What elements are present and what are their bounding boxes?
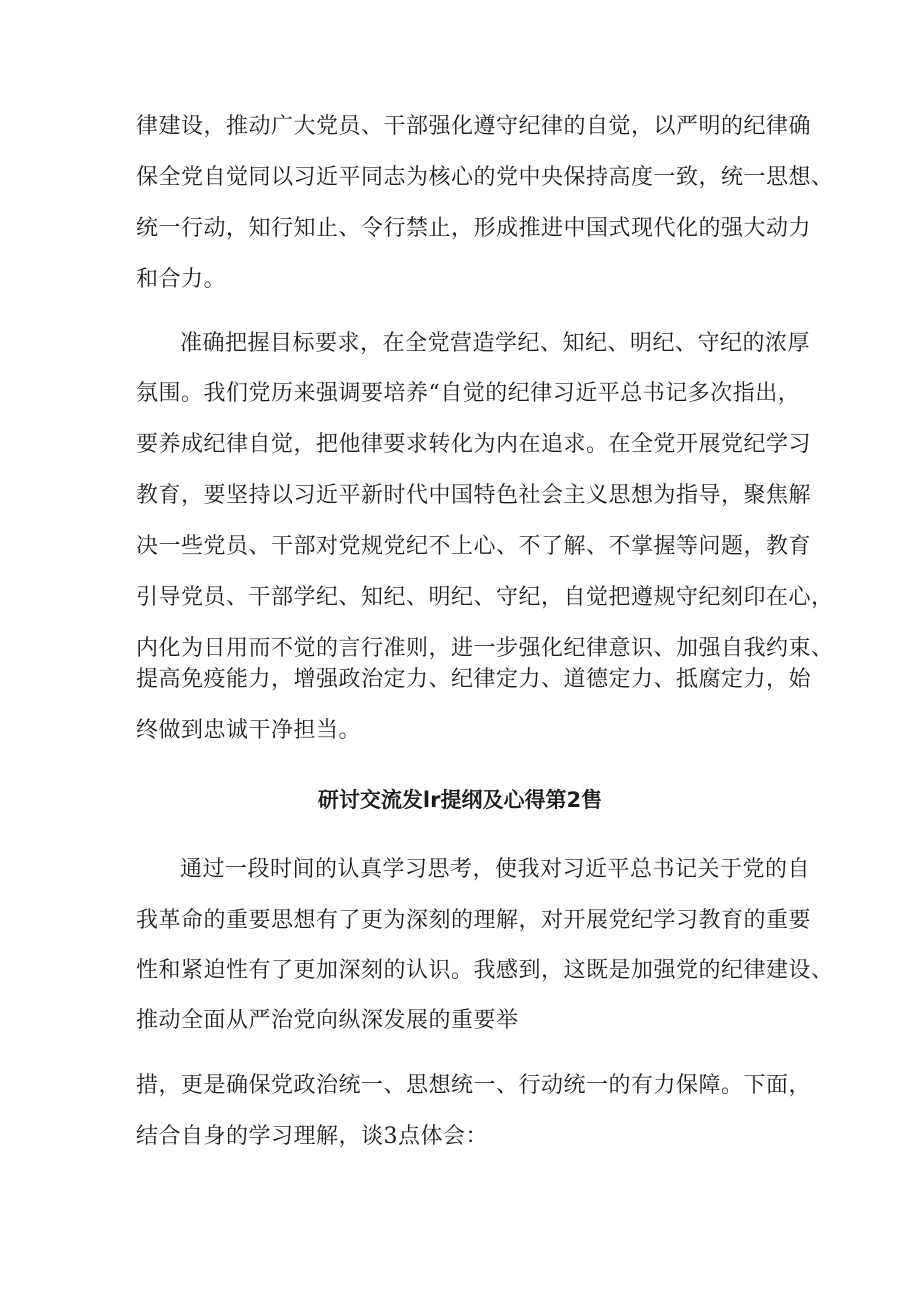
paragraph3-line-2: 我革命的重要思想有了更为深刻的理解，对开展党纪学习教育的重要 [136, 908, 812, 933]
section-heading: 研讨交流发lr提纲及心得第2售 [317, 788, 603, 812]
paragraph2-line-8: 提高免疫能力，增强政治定力、纪律定力、道德定力、抵腐定力，始 [136, 667, 812, 692]
paragraph2-line-7: 内化为日用而不觉的言行准则，进一步强化纪律意识、加强自我约束、 [136, 636, 834, 661]
paragraph2-line-5: 决一些党员、干部对党规党纪不上心、不了解、不掌握等问题，教育 [136, 534, 812, 559]
paragraph4-line-2: 结合自身的学习理解，谈3点体会： [136, 1124, 488, 1149]
paragraph1-line-3: 统一行动，知行知止、令行禁止，形成推进中国式现代化的强大动力 [136, 216, 812, 241]
paragraph3-line-3: 性和紧迫性有了更加深刻的认识。我感到，这既是加强党的纪律建设、 [136, 958, 834, 983]
paragraph4-line-1: 措，更是确保党政治统一、思想统一、行动统一的有力保障。下面， [136, 1073, 812, 1098]
paragraph3-line-4: 推动全面从严治党向纵深发展的重要举 [136, 1008, 519, 1033]
paragraph2-line-9: 终做到忠诚干净担当。 [136, 718, 362, 743]
paragraph2-line-2: 氛围。我们党历来强调要培养“自觉的纪律习近平总书记多次指出， [136, 381, 801, 406]
paragraph2-line-4: 教育，要坚持以习近平新时代中国特色社会主义思想为指导，聚焦解 [136, 483, 812, 508]
paragraph2-line-6: 引导党员、干部学纪、知纪、明纪、守纪，自觉把遵规守纪刻印在心， [136, 585, 834, 610]
paragraph2-line-3: 要养成纪律自觉，把他律要求转化为内在追求。在全党开展党纪学习 [136, 432, 812, 457]
paragraph3-line-1: 通过一段时间的认真学习思考，使我对习近平总书记关于党的自 [180, 857, 811, 882]
paragraph1-line-2: 保全党自觉同以习近平同志为核心的党中央保持高度一致，统一思想、 [136, 165, 834, 190]
paragraph1-line-1: 律建设，推动广大党员、干部强化遵守纪律的自觉，以严明的纪律确 [136, 114, 812, 139]
paragraph2-line-1: 准确把握目标要求，在全党营造学纪、知纪、明纪、守纪的浓厚 [180, 331, 811, 356]
paragraph1-line-4: 和合力。 [136, 267, 227, 292]
